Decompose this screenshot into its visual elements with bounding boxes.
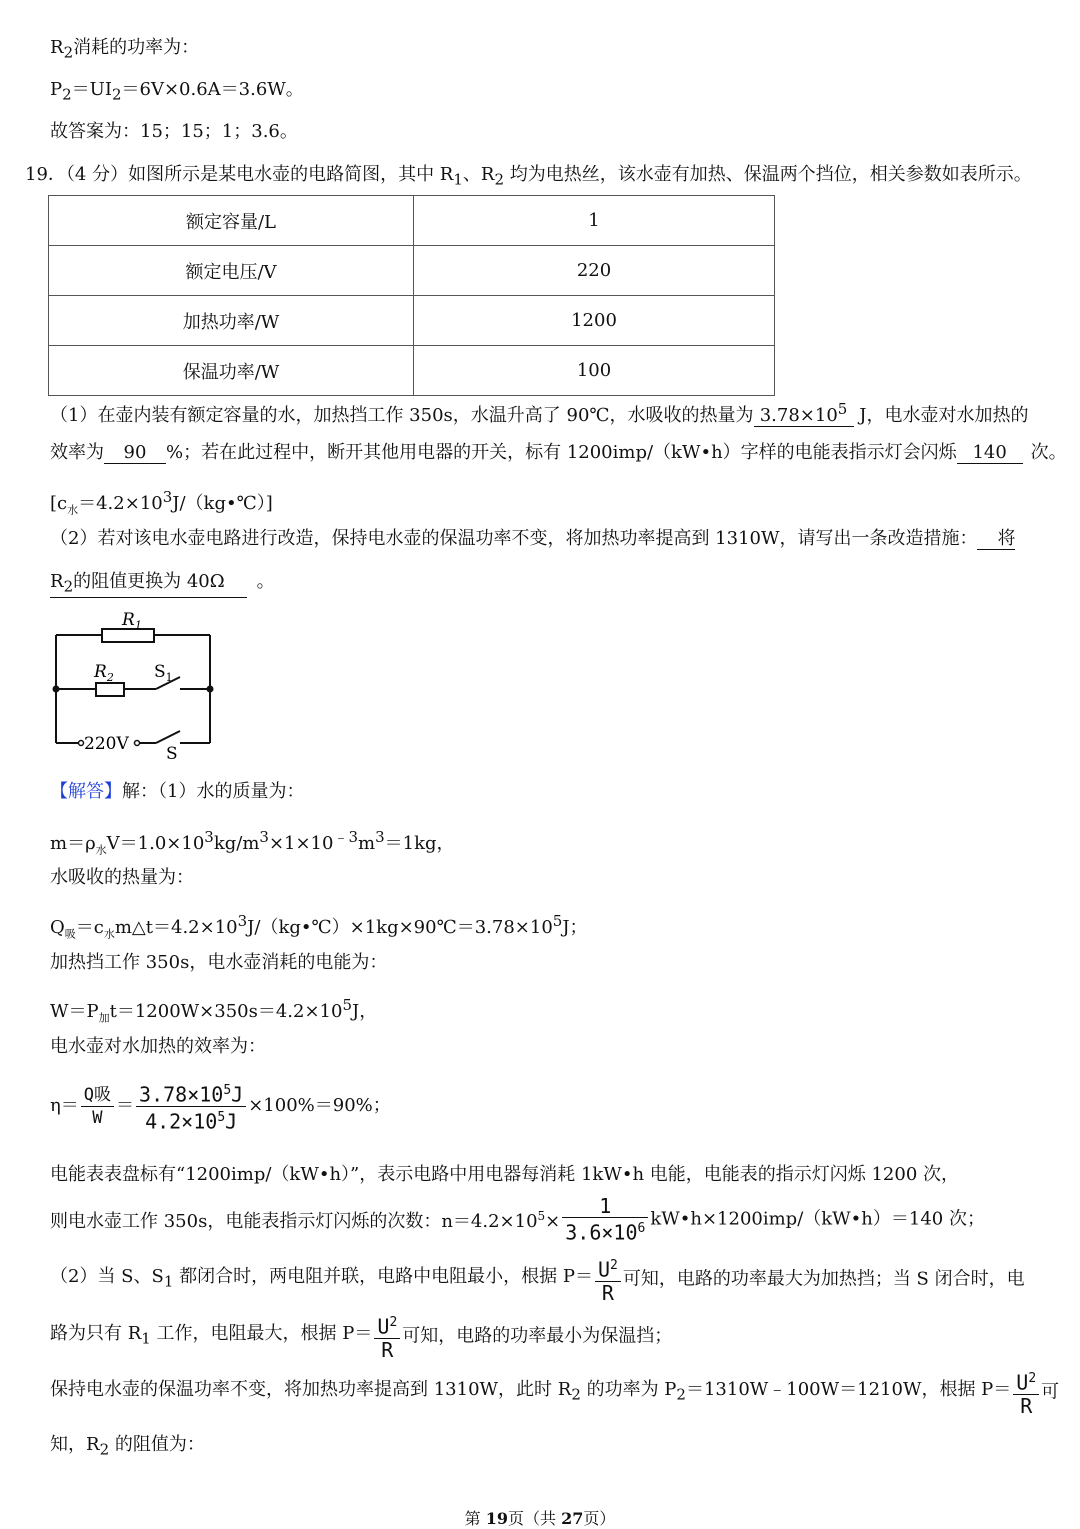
answer-blank-efficiency: 90	[104, 443, 166, 464]
table-cell: 1200	[414, 296, 775, 346]
table-row	[49, 346, 775, 396]
part2-sol-line3: 保持电水壶的保温功率不变，将加热功率提高到 1310W，此时 $R_2$ 的功率为 $P_2=1310W﹣100W=1210W$，根据 P＝ $\frac{U^2}{R}$ 可	[50, 1368, 1059, 1417]
meter-line: 电能表表盘标有“1200imp/（kW•h）”，表示电路中用电器每消耗 1kW•h 电能，电能表的指示灯闪烁 1200 次，	[50, 1164, 960, 1185]
solution-intro: 【解答】解：（1）水的质量为：	[50, 781, 305, 802]
table-cell: 1	[414, 196, 775, 246]
p2-formula: $P_2=UI_2=6V\times 0.6A=3.6W$。	[50, 79, 304, 104]
part2-sol-line1: （2）当 S、$S_1$ 都闭合时，两电阻并联，电路中电阻最小，根据 P＝ $\frac{U^2}{R}$ 可知，电路的功率最大为加热挡；当 S 闭合时，电	[50, 1255, 1025, 1304]
r2-power-heading: $R_2$消耗的功率为：	[50, 37, 200, 62]
answer-blank-measure: 将	[977, 529, 1015, 550]
fraction-q-over-w: $\frac{\text{Q吸}}{W}$	[81, 1084, 114, 1129]
heat-formula: $Q_吸=c_水m\triangle t=4.2\times 10^3J/(kg•℃)\times 1kg\times 90℃=3.78\times 10^5J$；	[50, 912, 588, 941]
table-cell: 额定电压/V	[49, 246, 414, 296]
terminal	[79, 741, 84, 746]
table-cell: 加热功率/W	[49, 296, 414, 346]
label-s: S	[166, 744, 178, 764]
page-total: 27	[561, 1509, 584, 1528]
label-voltage: 220V	[84, 734, 129, 754]
answer-blank-flashes: 140	[957, 443, 1023, 464]
fraction-efficiency: $\frac{3.78\times 10^5J}{4.2\times 10^5J}$	[136, 1080, 246, 1132]
answer-blank-heat: $3.78\times 10^5$	[754, 399, 854, 427]
part2-sol-line2: 路为只有 $R_1$ 工作，电阻最大，根据 P＝ $\frac{U^2}{R}$ 可知，电路的功率最小为保温挡；	[50, 1312, 672, 1361]
spec-table	[48, 195, 775, 396]
solution-tag: 【解答】	[50, 781, 122, 802]
fraction-conversion: $\frac{1}{3.6\times 10^6}$	[562, 1195, 648, 1244]
energy-formula: $W=P_加t=1200W\times 350s=4.2\times 10^5J$，	[50, 996, 378, 1025]
part1-line2: 效率为 90 %；若在此过程中，断开其他用电器的开关，标有 1200imp/（kW•h）字样的电能表指示灯会闪烁 140 次。	[50, 442, 1067, 463]
part2-line1: （2）若对该电水壶电路进行改造，保持电水壶的保温功率不变，将加热功率提高到 1310W，请写出一条改造措施： 将	[50, 528, 1016, 549]
junction-dot	[207, 686, 214, 693]
label-r1: $R_1$	[122, 610, 142, 632]
table-cell: 额定容量/L	[49, 196, 414, 246]
table-cell: 220	[414, 246, 775, 296]
part2-line2: $R_2$的阻值更换为 40Ω 。	[50, 571, 275, 596]
table-row	[49, 196, 775, 246]
circuit-diagram	[44, 605, 224, 765]
junction-dot	[53, 686, 60, 693]
terminal	[135, 741, 140, 746]
table-cell: 100	[414, 346, 775, 396]
resistor-r2	[96, 683, 124, 696]
efficiency-formula: η＝ $\frac{\text{Q吸}}{W}$ ＝ $\frac{3.78\times 10^5J}{4.2\times 10^5J}$ ×100%＝90%；	[50, 1080, 391, 1132]
resistor-r1	[102, 629, 154, 642]
efficiency-title: 电水壶对水加热的效率为：	[50, 1036, 266, 1057]
question-19-stem: 19．（4 分）如图所示是某电水壶的电路简图，其中 $R_1$、$R_2$ 均为电热丝，该水壶有加热、保温两个挡位，相关参数如表所示。	[25, 164, 1032, 189]
flash-count-formula: 则电水壶工作 350s，电能表指示灯闪烁的次数：$n=4.2\times 10^5\times$ $\frac{1}{3.6\times 10^6}$ kW•h×1200imp/（kW•h）＝140 次；	[50, 1194, 985, 1245]
part2-sol-line4: 知，$R_2$ 的阻值为：	[50, 1434, 205, 1459]
part1-line1: （1）在壶内装有额定容量的水，加热挡工作 350s，水温升高了 90℃，水吸收的热量为 $3.78\times 10^5$ J，电水壶对水加热的	[50, 400, 1029, 426]
answer-blank-measure-cont: $R_2$的阻值更换为 40Ω	[50, 572, 247, 598]
fraction-u2-over-r: $\frac{U^2}{R}$	[595, 1255, 621, 1304]
energy-title: 加热挡工作 350s，电水壶消耗的电能为：	[50, 952, 388, 973]
fraction-u2-over-r: $\frac{U^2}{R}$	[1013, 1368, 1039, 1417]
fraction-u2-over-r: $\frac{U^2}{R}$	[374, 1312, 400, 1361]
page-number: 19	[485, 1509, 508, 1528]
heat-title: 水吸收的热量为：	[50, 867, 194, 888]
label-s1: $S_1$	[154, 662, 173, 684]
label-r2: $R_2$	[94, 662, 114, 684]
part1-line3: $[c_水=4.2\times 10^3J/(kg•℃)]$	[50, 488, 273, 517]
table-row	[49, 296, 775, 346]
page-footer: 第 19页（共 27页）	[464, 1509, 616, 1528]
mass-formula: $m=\rho_水V=1.0\times 10^3kg/m^3\times 1\times 10^{﹣3}m^3=1kg$，	[50, 828, 455, 857]
table-row	[49, 246, 775, 296]
answer-line: 故答案为：15；15；1；3.6。	[50, 121, 298, 142]
table-cell: 保温功率/W	[49, 346, 414, 396]
switch-s	[156, 731, 180, 743]
